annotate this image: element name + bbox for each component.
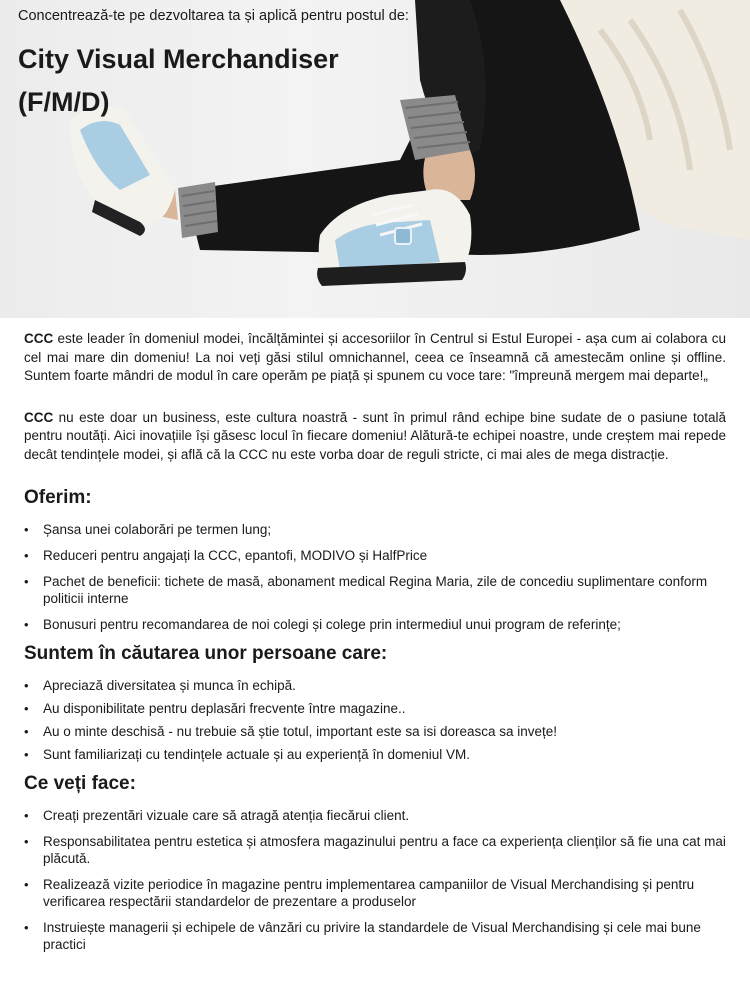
list-item: • Bonusuri pentru recomandarea de noi colegi și colege prin intermediul unui program de referințe; — [24, 616, 726, 633]
page-title: City Visual Merchandiser (F/M/D) — [18, 44, 339, 117]
list-item: • Instruiește managerii și echipele de vânzări cu privire la standardele de Visual Merchandising și cele mai bune practici — [24, 919, 726, 953]
list-item: • Apreciază diversitatea și munca în echipă. — [24, 677, 726, 694]
brand-name: CCC — [24, 409, 54, 425]
job-description — [0, 318, 750, 953]
about-paragraph: CCC este leader în domeniul modei, încălțămintei și accesoriilor în Centrul si Estul Europei - așa cum ai colabora cu cel mai mare din domeniu! La noi veți găsi stilul omnichannel, ceea ce înseamnă că amestecăm online și offline. Suntem foarte mândri de modul în care operăm pe piață și spunem cu voce tare: "împreună mergem mai departe!„ — [24, 331, 726, 383]
list-item: • Responsabilitatea pentru estetica și atmosfera magazinului pentru a face ca experiența clienților să fie una cat mai plăcută. — [24, 833, 726, 867]
offer-list — [24, 521, 726, 633]
tasks-heading: Ce veți face: — [24, 773, 136, 794]
list-item: • Au o minte deschisă - nu trebuie să știe totul, important este sa isi doreasca sa invețe! — [24, 723, 726, 740]
culture-paragraph: CCC nu este doar un business, este cultura noastră - sunt în primul rând echipe bine sudate de o pasiune totală pentru noutăți. Aici inovațiile își găsesc locul în fiecare domeniu! Alătură-te echipei noastre, unde creștem mai repede decât tendințele modei, și află că la CCC nu este vorba doar de reguli stricte, ci mai ales de mega distracție. — [24, 409, 726, 462]
offer-heading: Oferim: — [24, 487, 92, 508]
list-item: • Au disponibilitate pentru deplasări frecvente între magazine.. — [24, 700, 726, 717]
requirements-heading: Suntem în căutarea unor persoane care: — [24, 643, 388, 664]
tasks-list — [24, 807, 726, 953]
list-item: • Șansa unei colaborări pe termen lung; — [24, 521, 726, 538]
hero-banner — [0, 0, 750, 318]
list-item: • Reduceri pentru angajați la CCC, epantofi, MODIVO și HalfPrice — [24, 547, 726, 564]
list-item: • Realizează vizite periodice în magazine pentru implementarea campaniilor de Visual Merchandising și pentru verificarea respectării standardelor de prezentare a produselor — [24, 876, 726, 910]
list-item: • Creați prezentări vizuale care să atragă atenția fiecărui client. — [24, 807, 726, 824]
intro-text: Concentrează-te pe dezvoltarea ta și aplică pentru postul de: — [18, 8, 409, 24]
brand-name: CCC — [24, 331, 54, 346]
list-item: • Sunt familiarizați cu tendințele actuale și au experiență în domeniul VM. — [24, 746, 726, 763]
requirements-list — [24, 677, 726, 763]
list-item: • Pachet de beneficii: tichete de masă, abonament medical Regina Maria, zile de concediu suplimentare conform politicii interne — [24, 573, 726, 607]
